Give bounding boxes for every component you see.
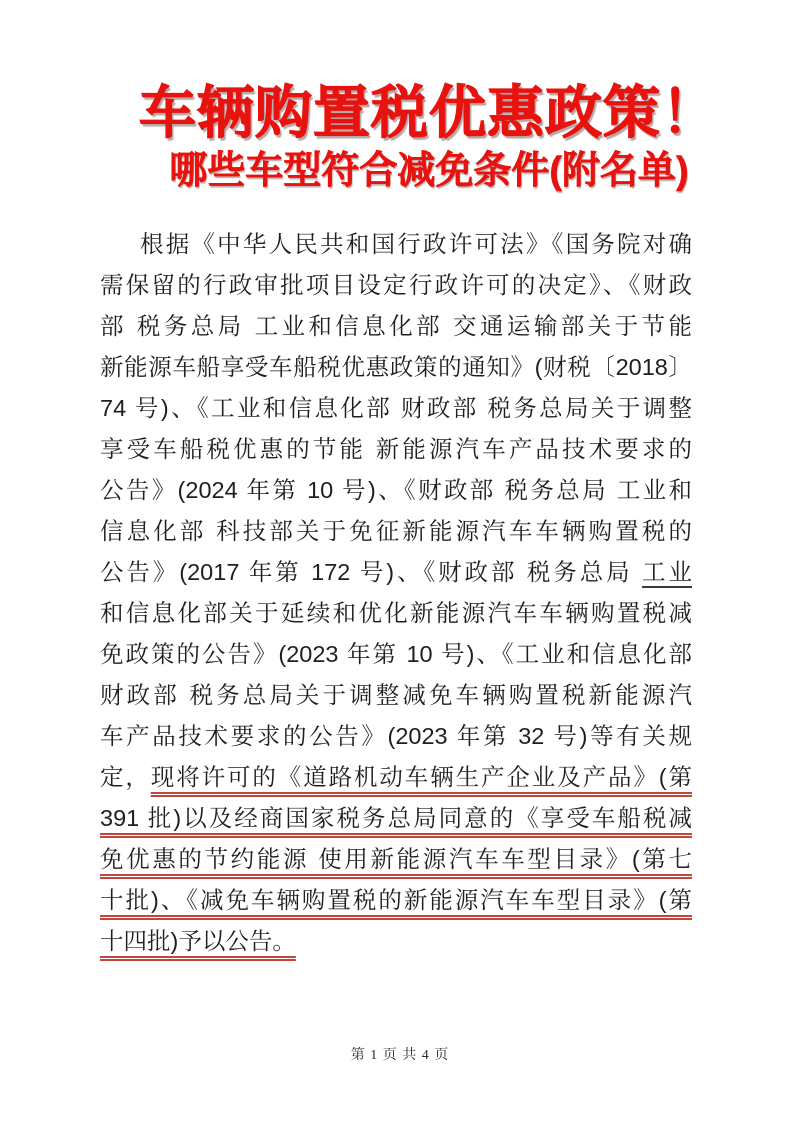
underlined-citation-segment: 现将许可的《道路机动车辆生产企业及产品》(第 — [150, 764, 692, 790]
underlined-citation-segment: 十四批)予以公告。 — [100, 928, 296, 954]
body-line — [100, 675, 692, 716]
text-segment: 74 号)、《工业和信息化部 财政部 税务总局关于调整 — [100, 395, 692, 421]
body-line — [100, 880, 692, 921]
underlined-citation-segment: 免优惠的节约能源 使用新能源汽车车型目录》(第七 — [100, 846, 692, 872]
text-segment: 新能源车船享受车船税优惠政策的通知》(财税〔2018〕 — [100, 354, 692, 380]
body-line — [100, 921, 692, 962]
document-subtitle: 哪些车型符合减免条件(附名单) — [169, 150, 689, 193]
body-line — [100, 265, 692, 306]
page-number-footer — [0, 1044, 800, 1064]
body-line — [100, 388, 692, 429]
text-segment: 部 税务总局 工业和信息化部 交通运输部关于节能 — [100, 313, 692, 339]
text-segment: 免政策的公告》(2023 年第 10 号)、《工业和信息化部 — [100, 641, 692, 667]
body-line — [100, 429, 692, 470]
text-segment: 信息化部 科技部关于免征新能源汽车车辆购置税的 — [100, 518, 692, 544]
text-segment: 定， — [100, 764, 151, 790]
text-segment: 车产品技术要求的公告》(2023 年第 32 号)等有关规 — [100, 723, 692, 749]
body-line — [100, 593, 692, 634]
document-title: 车辆购置税优惠政策！ — [139, 81, 719, 145]
underlined-citation-segment: 391 批)以及经商国家税务总局同意的《享受车船税减 — [100, 805, 692, 831]
text-segment: 公告》(2017 年第 172 号)、《财政部 税务总局 — [100, 559, 643, 585]
body-line — [100, 306, 692, 347]
body-line — [100, 757, 692, 798]
body-line — [100, 798, 692, 839]
text-segment: 和信息化部关于延续和优化新能源汽车车辆购置税减 — [100, 600, 692, 626]
underlined-citation-segment: 十批)、《减免车辆购置税的新能源汽车车型目录》(第 — [100, 887, 692, 913]
text-segment: 根据《中华人民共和国行政许可法》《国务院对确 — [140, 231, 692, 257]
text-segment: 享受车船税优惠的节能 新能源汽车产品技术要求的 — [100, 436, 692, 462]
underlined-text-segment: 工业 — [642, 559, 692, 585]
document-body — [100, 224, 692, 962]
body-line — [100, 470, 692, 511]
text-segment: 财政部 税务总局关于调整减免车辆购置税新能源汽 — [100, 682, 692, 708]
body-line — [100, 716, 692, 757]
page-number-text: 第 1 页 共 4 页 — [350, 1048, 450, 1063]
document-header — [0, 80, 800, 194]
body-line — [100, 224, 692, 265]
body-line — [100, 839, 692, 880]
text-segment: 公告》(2024 年第 10 号)、《财政部 税务总局 工业和 — [100, 477, 692, 503]
body-line — [100, 552, 692, 593]
body-line — [100, 347, 692, 388]
body-line — [100, 511, 692, 552]
text-segment: 需保留的行政审批项目设定行政许可的决定》、《财政 — [100, 272, 692, 298]
body-line — [100, 634, 692, 675]
